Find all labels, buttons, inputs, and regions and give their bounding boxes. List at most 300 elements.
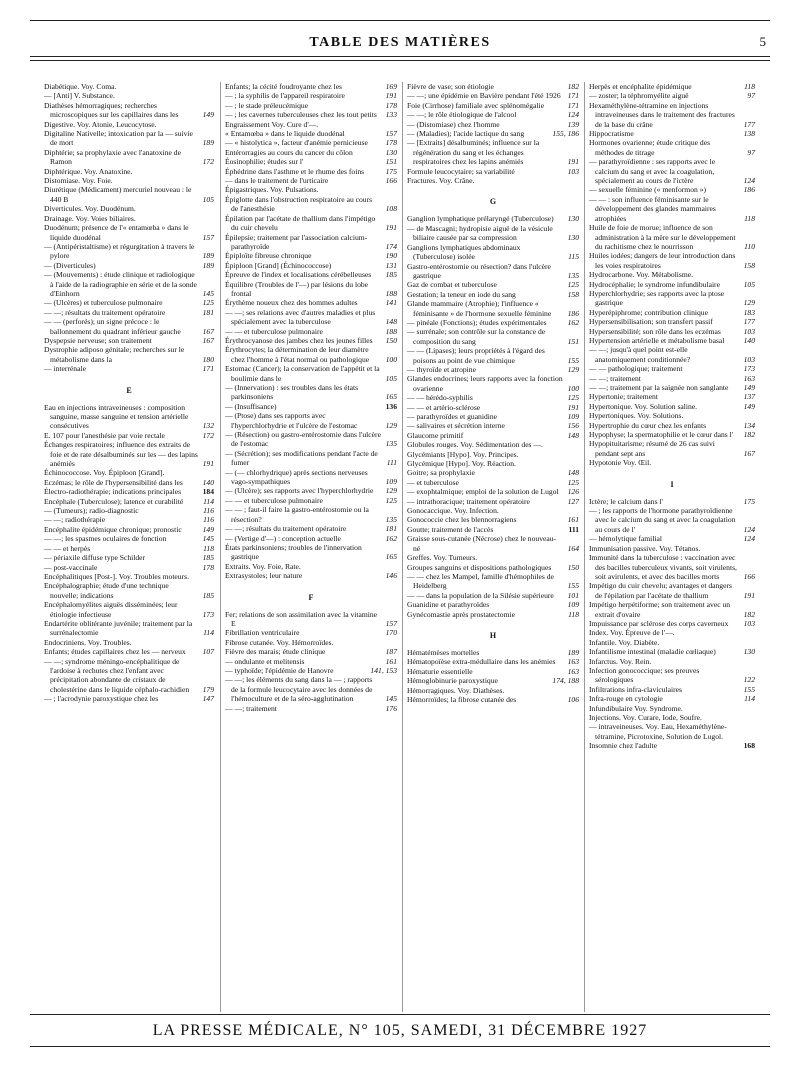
entry-page-number: 107 bbox=[202, 647, 214, 657]
entry-page-number: 185 bbox=[202, 590, 214, 600]
index-entry bbox=[225, 609, 397, 629]
index-entry bbox=[589, 713, 755, 722]
entry-page-number: 129 bbox=[743, 298, 755, 308]
index-entry bbox=[589, 543, 755, 553]
entry-page-number: 182 bbox=[743, 430, 755, 440]
index-entry bbox=[407, 100, 579, 110]
entry-page-number: 188 bbox=[385, 326, 397, 336]
entry-page-number: 125 bbox=[567, 280, 579, 290]
index-entry bbox=[225, 147, 397, 157]
entry-page-number: 103 bbox=[743, 618, 755, 628]
entry-page-number: 184 bbox=[202, 487, 214, 497]
entry-text: Fractures. Voy. Crâne. bbox=[407, 176, 475, 186]
entry-text: — —; radiothérapie bbox=[44, 515, 106, 525]
entry-text: Gonococcie chez les blennorragiens bbox=[407, 515, 517, 525]
entry-text: Extrasystoles; leur nature bbox=[225, 571, 303, 581]
entry-text: — —; ses relations avec d'autres maladies et plus spécialement avec la tuberculose bbox=[225, 307, 376, 327]
entry-page-number: 101 bbox=[567, 590, 579, 600]
entry-page-number: 176 bbox=[385, 703, 397, 713]
index-entry bbox=[225, 524, 397, 534]
index-entry bbox=[407, 515, 579, 525]
entry-text: — —; traitement bbox=[589, 373, 641, 383]
index-entry bbox=[44, 166, 214, 176]
index-entry bbox=[407, 468, 579, 478]
entry-page-number: 162 bbox=[385, 533, 397, 543]
entry-text: Gynécomastie après prostatectomie bbox=[407, 609, 515, 619]
entry-text: Endocriniens. Voy. Troubles. bbox=[44, 637, 132, 647]
index-column-2 bbox=[220, 82, 403, 1012]
entry-text: — —; le rôle étiologique de l'alcool bbox=[407, 110, 517, 120]
entry-text: Hypopituitarisme; résumé de 26 cas suivi pendant sept ans bbox=[589, 439, 715, 458]
entry-text: Fièvre de vase; son étiologie bbox=[407, 82, 494, 91]
index-entry bbox=[589, 194, 755, 223]
index-entry bbox=[44, 100, 214, 120]
entry-text: — ; la syphilis de l'appareil respiratoire bbox=[225, 91, 345, 101]
index-entry bbox=[407, 440, 579, 450]
entry-text: Infarctus. Voy. Rein. bbox=[589, 656, 652, 666]
index-entry bbox=[407, 657, 579, 667]
entry-page-number: 133 bbox=[385, 110, 397, 120]
entry-page-number: 108 bbox=[385, 204, 397, 214]
entry-text: — (Tumeurs); radio-diagnostic bbox=[44, 506, 139, 516]
entry-page-number: 125 bbox=[567, 393, 579, 403]
entry-text: — —; résultats du traitement opératoire bbox=[225, 524, 347, 534]
entry-page-number: 149 bbox=[743, 401, 755, 411]
entry-page-number: 177 bbox=[743, 119, 755, 129]
index-entry bbox=[225, 665, 397, 675]
entry-text: — (Antipéristaltisme) et régurgitation à travers le pylore bbox=[44, 241, 195, 261]
footer-text: LA PRESSE MÉDICALE, N° 105, SAMEDI, 31 DÉCEMBRE 1927 bbox=[152, 1022, 648, 1039]
index-entry bbox=[589, 129, 755, 139]
entry-page-number: 185 bbox=[385, 270, 397, 280]
index-entry bbox=[589, 628, 755, 638]
entry-text: — exophtalmique; emploi de la solution de Lugol bbox=[407, 487, 559, 497]
index-entry bbox=[225, 82, 397, 91]
entry-text: — salivaires et sécrétion interne bbox=[407, 421, 505, 431]
entry-text: — et tuberculose bbox=[407, 477, 459, 487]
entry-page-number: 134 bbox=[743, 420, 755, 430]
entry-text: — (Maladies); l'acide lactique du sang bbox=[407, 129, 525, 139]
entry-text: Hypertoniques. Voy. Solutions. bbox=[589, 411, 684, 421]
entry-text: E. 107 pour l'anesthésie par voie rectale bbox=[44, 430, 165, 440]
index-entry bbox=[44, 260, 214, 270]
entry-text: Hypersensibilité; son rôle dans les eczémas bbox=[589, 326, 721, 336]
index-entry bbox=[44, 440, 214, 469]
index-entry bbox=[225, 647, 397, 657]
index-entry bbox=[225, 157, 397, 167]
entry-page-number: 171 bbox=[567, 100, 579, 110]
entry-page-number: 100 bbox=[567, 383, 579, 393]
entry-text: — ; l'acrodynie paroxystique chez les bbox=[44, 694, 159, 704]
section-letter: I bbox=[670, 479, 674, 489]
index-entry bbox=[407, 138, 579, 167]
entry-text: Extraits. Voy. Foie, Rate. bbox=[225, 561, 301, 571]
entry-page-number: 139 bbox=[567, 119, 579, 129]
index-entry bbox=[225, 448, 397, 468]
entry-page-number: 182 bbox=[743, 609, 755, 619]
entry-text: — parathyroïdes et guanidine bbox=[407, 412, 498, 421]
index-entry bbox=[589, 100, 755, 129]
entry-page-number: 167 bbox=[202, 335, 214, 345]
index-entry bbox=[44, 562, 214, 572]
entry-page-number: 185 bbox=[202, 553, 214, 563]
entry-page-number: 157 bbox=[385, 129, 397, 139]
index-entry bbox=[407, 421, 579, 431]
index-entry bbox=[407, 374, 579, 393]
entry-page-number: 168 bbox=[743, 741, 755, 751]
section-letter: F bbox=[308, 592, 314, 602]
entry-page-number: 124 bbox=[743, 524, 755, 534]
entry-page-number: 191 bbox=[567, 402, 579, 412]
index-entry bbox=[407, 449, 579, 459]
index-entry bbox=[407, 223, 579, 243]
entry-page-number: 109 bbox=[385, 477, 397, 487]
entry-text: Diathèses hémorragiques; recherches microscopiques sur les capillaires dans les bbox=[44, 100, 179, 120]
entry-page-number: 106 bbox=[567, 694, 579, 704]
entry-page-number: 140 bbox=[743, 335, 755, 345]
entry-page-number: 165 bbox=[385, 552, 397, 562]
index-columns bbox=[40, 82, 760, 1012]
index-entry bbox=[589, 401, 755, 411]
entry-text: — — hérédo-syphilis bbox=[407, 393, 473, 403]
entry-page-number: 189 bbox=[567, 647, 579, 657]
entry-text: — (Mouvements) : étude clinique et radiologique à l'aide de la radiographie en série et de la sonde d'Einhorn bbox=[44, 270, 197, 298]
entry-text: Ictère; le calcium dans l' bbox=[589, 496, 663, 506]
entry-text: Glycémiants [Hypo]. Voy. Principes. bbox=[407, 449, 519, 459]
entry-page-number: 151 bbox=[385, 157, 397, 167]
index-entry bbox=[44, 223, 214, 242]
index-entry bbox=[44, 298, 214, 308]
index-entry bbox=[225, 495, 397, 505]
entry-text: — (Résection) ou gastro-entérostomie dans l'ulcère de l'estomac bbox=[225, 430, 381, 449]
entry-page-number: 137 bbox=[743, 392, 755, 402]
index-entry bbox=[44, 176, 214, 186]
entry-page-number: 189 bbox=[202, 138, 214, 148]
index-entry bbox=[225, 129, 397, 139]
entry-text: — surrénale; son contrôle sur la constance de composition du sang bbox=[407, 327, 546, 346]
entry-text: Estomac (Cancer); la conservation de l'appétit et la boulimie dans le bbox=[225, 364, 380, 383]
entry-page-number: 161 bbox=[385, 656, 397, 666]
index-entry bbox=[225, 166, 397, 176]
index-entry bbox=[225, 411, 397, 430]
entry-page-number: 186 bbox=[567, 308, 579, 318]
index-entry bbox=[407, 299, 579, 318]
entry-text: — — dans la population de la Silésie supérieure bbox=[407, 590, 554, 600]
index-entry bbox=[407, 289, 579, 299]
entry-text: — ; les rapports de l'hormone parathyroïdienne avec le calcium du sang et avec la coagulation au cours de l' bbox=[589, 506, 736, 534]
entry-page-number: 111 bbox=[568, 524, 579, 534]
entry-page-number: 150 bbox=[385, 335, 397, 345]
entry-page-number: 189 bbox=[202, 251, 214, 261]
index-entry bbox=[407, 242, 579, 262]
entry-text: Enfants; études capillaires chez les — nerveux bbox=[44, 647, 186, 657]
entry-text: — hémolytique familial bbox=[589, 534, 662, 544]
entry-page-number: 131 bbox=[385, 260, 397, 270]
entry-text: — intraveineuses. Voy. Eau, Hexaméthylène-tétramine, Picrotoxine, Solution de Lugol. bbox=[589, 722, 727, 741]
entry-page-number: 141, 153 bbox=[370, 665, 397, 675]
entry-page-number: 161 bbox=[567, 515, 579, 525]
entry-text: Échanges respiratoires; influence des extraits de foie et de rate désalbuminés sur les — des lapins anémiés bbox=[44, 440, 198, 469]
index-entry bbox=[44, 91, 214, 101]
entry-page-number: 163 bbox=[743, 373, 755, 383]
entry-page-number: 129 bbox=[385, 420, 397, 430]
index-entry bbox=[589, 270, 755, 280]
entry-page-number: 116 bbox=[203, 515, 214, 525]
entry-text: — ; le stade préleucémique bbox=[225, 100, 309, 110]
entry-page-number: 171 bbox=[202, 364, 214, 374]
index-entry bbox=[589, 317, 755, 327]
entry-text: Ganglions lymphatiques abdominaux (Tuberculose) isolée bbox=[407, 242, 521, 262]
entry-text: — thyroïde et atropine bbox=[407, 364, 476, 374]
index-entry bbox=[407, 600, 579, 610]
index-entry bbox=[589, 581, 755, 600]
entry-page-number: 191 bbox=[202, 459, 214, 469]
entry-page-number: 174 bbox=[385, 241, 397, 251]
index-entry bbox=[44, 241, 214, 261]
index-entry bbox=[589, 157, 755, 186]
index-entry bbox=[225, 91, 397, 101]
entry-text: — périaxile diffuse type Schilder bbox=[44, 553, 146, 563]
index-entry bbox=[44, 515, 214, 525]
entry-text: Goutte; traitement de l'accès bbox=[407, 524, 494, 534]
entry-text: Éosinophilie; études sur l' bbox=[225, 157, 304, 167]
entry-page-number: 172 bbox=[202, 157, 214, 167]
index-entry bbox=[589, 458, 755, 468]
entry-page-number: 115 bbox=[568, 252, 579, 262]
entry-page-number: 118 bbox=[744, 213, 755, 223]
index-entry bbox=[225, 251, 397, 261]
entry-text: Glande mammaire (Atrophie); l'influence « féminisante » de l'hormone sexuelle féminine bbox=[407, 299, 552, 318]
entry-page-number: 166 bbox=[743, 571, 755, 581]
entry-text: Électro-radiothérapie; indications principales bbox=[44, 487, 182, 497]
entry-page-number: 150 bbox=[567, 562, 579, 572]
entry-text: — (Diverticules) bbox=[44, 260, 96, 270]
entry-text: — (— chlorhydrique) après sections nerveuses vago-sympathiques bbox=[225, 467, 368, 487]
index-entry bbox=[407, 346, 579, 365]
entry-page-number: 156 bbox=[567, 421, 579, 431]
entry-page-number: 138 bbox=[743, 129, 755, 139]
entry-text: Hydrocéphalie; le syndrome infundibulaire bbox=[589, 279, 720, 289]
index-entry bbox=[589, 82, 755, 91]
entry-page-number: 114 bbox=[203, 496, 214, 506]
entry-text: Gaz de combat et tuberculose bbox=[407, 280, 497, 290]
index-entry bbox=[225, 194, 397, 214]
index-entry bbox=[225, 571, 397, 581]
entry-text: Éphédrine dans l'asthme et le rhume des foins bbox=[225, 166, 365, 176]
index-entry bbox=[44, 637, 214, 647]
entry-text: Engraissement Voy. Cure d'—. bbox=[225, 119, 319, 129]
entry-page-number: 130 bbox=[567, 233, 579, 243]
entry-text: — dans le traitement de l'urticaire bbox=[225, 176, 329, 186]
entry-page-number: 147 bbox=[202, 694, 214, 704]
index-entry bbox=[589, 665, 755, 685]
entry-page-number: 191 bbox=[385, 91, 397, 101]
entry-text: Hypertension artérielle et métabolisme basal bbox=[589, 335, 725, 345]
entry-text: — — et tuberculose pulmonaire bbox=[225, 495, 323, 505]
index-entry bbox=[44, 82, 214, 91]
entry-text: Infection gonococcique; ses preuves sérologiques bbox=[589, 665, 700, 685]
entry-text: Diabétique. Voy. Coma. bbox=[44, 82, 117, 91]
entry-text: — ; les cavernes tuberculeuses chez les tout petits bbox=[225, 110, 377, 120]
index-entry bbox=[225, 185, 397, 195]
entry-text: Hypotonie Voy. Œil. bbox=[589, 458, 652, 468]
entry-page-number: 145 bbox=[202, 288, 214, 298]
entry-page-number: 118 bbox=[203, 543, 214, 553]
entry-page-number: 114 bbox=[203, 628, 214, 638]
index-entry bbox=[225, 364, 397, 383]
entry-page-number: 190 bbox=[385, 251, 397, 261]
entry-text: Goitre; sa prophylaxie bbox=[407, 468, 475, 478]
entry-text: — —; résultats du traitement opératoire bbox=[44, 307, 166, 317]
entry-text: Épilepsie; traitement par l'association calcium-parathyroïde bbox=[225, 232, 368, 251]
index-entry bbox=[589, 335, 755, 345]
entry-page-number: 100 bbox=[385, 354, 397, 364]
index-entry bbox=[589, 307, 755, 317]
index-entry bbox=[44, 430, 214, 440]
index-entry bbox=[589, 703, 755, 713]
entry-page-number: 103 bbox=[743, 354, 755, 364]
entry-page-number: 124 bbox=[743, 176, 755, 186]
page-title: TABLE DES MATIÈRES bbox=[309, 35, 491, 50]
entry-text: — (Vertige d'—) : conception actuelle bbox=[225, 533, 341, 543]
index-entry bbox=[589, 439, 755, 458]
entry-text: Échinococcose. Voy. Épiploon [Grand]. bbox=[44, 468, 165, 478]
entry-page-number: 114 bbox=[744, 694, 755, 704]
entry-page-number: 103 bbox=[567, 166, 579, 176]
entry-text: « Entamœba » dans le liquide duodénal bbox=[225, 129, 345, 139]
index-entry bbox=[225, 430, 397, 449]
index-entry bbox=[589, 279, 755, 289]
entry-page-number: 173 bbox=[743, 364, 755, 374]
entry-text: Enfants; la cécité foudroyante chez les bbox=[225, 82, 343, 91]
entry-text: — zoster; la téphromyélite aiguë bbox=[589, 91, 689, 101]
index-entry bbox=[407, 496, 579, 506]
entry-text: Duodénum; présence de l'« entamœba » dans le liquide duodénal bbox=[44, 223, 189, 242]
index-entry bbox=[225, 307, 397, 327]
index-entry bbox=[44, 506, 214, 516]
index-entry bbox=[407, 487, 579, 497]
entry-page-number: 105 bbox=[743, 279, 755, 289]
entry-text: Insomnie chez l'adulte bbox=[589, 741, 657, 751]
entry-text: Fibrose cutanée. Voy. Hémorroïdes. bbox=[225, 637, 334, 647]
index-entry bbox=[44, 468, 214, 478]
index-entry bbox=[44, 402, 214, 431]
entry-page-number: 175 bbox=[743, 496, 755, 506]
index-entry bbox=[407, 82, 579, 91]
index-entry bbox=[589, 722, 755, 741]
entry-text: — —; les éléments du sang dans la — ; rapports de la formule leucocytaire avec les données de l'hémoculture et de la séro-agglutination bbox=[225, 675, 373, 704]
index-entry bbox=[44, 345, 214, 364]
page-footer bbox=[30, 1018, 770, 1048]
entry-text: — —; traitement bbox=[225, 703, 277, 713]
page-header bbox=[30, 26, 770, 52]
entry-page-number: 148 bbox=[567, 468, 579, 478]
index-entry bbox=[589, 618, 755, 628]
entry-text: Glaucome primitif bbox=[407, 430, 464, 440]
index-entry bbox=[589, 694, 755, 704]
index-entry bbox=[407, 110, 579, 120]
index-entry bbox=[407, 506, 579, 516]
index-entry bbox=[44, 147, 214, 167]
header-rule bbox=[30, 56, 770, 57]
entry-page-number: 129 bbox=[567, 364, 579, 374]
index-entry bbox=[225, 260, 397, 270]
entry-page-number: 164 bbox=[567, 543, 579, 553]
entry-text: Gastro-entérostomie ou résection? dans l'ulcère gastrique bbox=[407, 261, 551, 280]
entry-page-number: 109 bbox=[567, 412, 579, 421]
entry-page-number: 174, 188 bbox=[552, 676, 579, 686]
index-entry bbox=[44, 553, 214, 563]
index-entry bbox=[44, 119, 214, 129]
index-entry bbox=[407, 694, 579, 704]
index-entry bbox=[225, 100, 397, 110]
index-entry bbox=[44, 477, 214, 487]
index-entry bbox=[589, 637, 755, 647]
entry-text: Herpès et encéphalite épidémique bbox=[589, 82, 692, 91]
entry-text: Hydrocarbone. Voy. Métabolisme. bbox=[589, 270, 694, 280]
index-entry bbox=[225, 703, 397, 713]
entry-page-number: 146 bbox=[385, 571, 397, 581]
entry-page-number: 167 bbox=[743, 448, 755, 458]
entry-page-number: 171 bbox=[567, 91, 579, 101]
entry-text: Foie (Cirrhose) familiale avec splénomégalie bbox=[407, 100, 545, 110]
index-entry bbox=[407, 534, 579, 553]
index-entry bbox=[44, 618, 214, 638]
entry-page-number: 191 bbox=[743, 590, 755, 600]
index-entry bbox=[225, 345, 397, 364]
index-entry bbox=[407, 280, 579, 290]
index-entry bbox=[407, 571, 579, 591]
entry-text: Érythrocytes; la détermination de leur diamètre chez l'homme à l'état normal ou pathologique bbox=[225, 345, 370, 364]
entry-page-number: 125 bbox=[385, 495, 397, 505]
entry-text: Hématopoïèse extra-médullaire dans les anémies bbox=[407, 657, 556, 667]
entry-page-number: 135 bbox=[385, 514, 397, 524]
entry-text: Globules rouges. Voy. Sédimentation des —. bbox=[407, 440, 543, 450]
entry-page-number: 141 bbox=[385, 298, 397, 308]
entry-text: — (Ulcères) et tuberculose pulmonaire bbox=[44, 298, 163, 308]
entry-text: Épigastriques. Voy. Pulsations. bbox=[225, 185, 319, 195]
index-entry bbox=[589, 288, 755, 308]
index-entry bbox=[407, 402, 579, 412]
entry-page-number: 170 bbox=[385, 628, 397, 638]
entry-page-number: 163 bbox=[567, 666, 579, 676]
entry-text: Graisse sous-cutanée (Nécrose) chez le nouveau-né bbox=[407, 534, 557, 553]
index-entry bbox=[44, 213, 214, 223]
entry-page-number: 155 bbox=[743, 684, 755, 694]
entry-page-number: 126 bbox=[567, 487, 579, 497]
index-entry bbox=[44, 185, 214, 204]
entry-page-number: 145 bbox=[202, 534, 214, 544]
entry-page-number: 191 bbox=[567, 157, 579, 167]
entry-text: Fibrillation ventriculaire bbox=[225, 628, 300, 638]
entry-page-number: 118 bbox=[568, 609, 579, 619]
entry-text: Hippocratisme bbox=[589, 129, 634, 139]
index-entry bbox=[44, 656, 214, 695]
index-entry bbox=[44, 335, 214, 345]
entry-text: Digitaline Nativelle; intoxication par la — suivie de mort bbox=[44, 129, 193, 148]
entry-text: Glycémique [Hypo]. Voy. Réaction. bbox=[407, 459, 516, 469]
index-entry bbox=[407, 393, 579, 403]
index-entry bbox=[44, 270, 214, 298]
index-entry bbox=[589, 345, 755, 364]
entry-page-number: 125 bbox=[202, 298, 214, 308]
index-entry bbox=[589, 185, 755, 195]
index-entry bbox=[407, 166, 579, 176]
entry-text: — (Insuffisance) bbox=[225, 401, 277, 411]
entry-text: Immunisation passive. Voy. Tétanos. bbox=[589, 543, 701, 553]
index-entry bbox=[225, 542, 397, 562]
entry-page-number: 118 bbox=[744, 82, 755, 91]
